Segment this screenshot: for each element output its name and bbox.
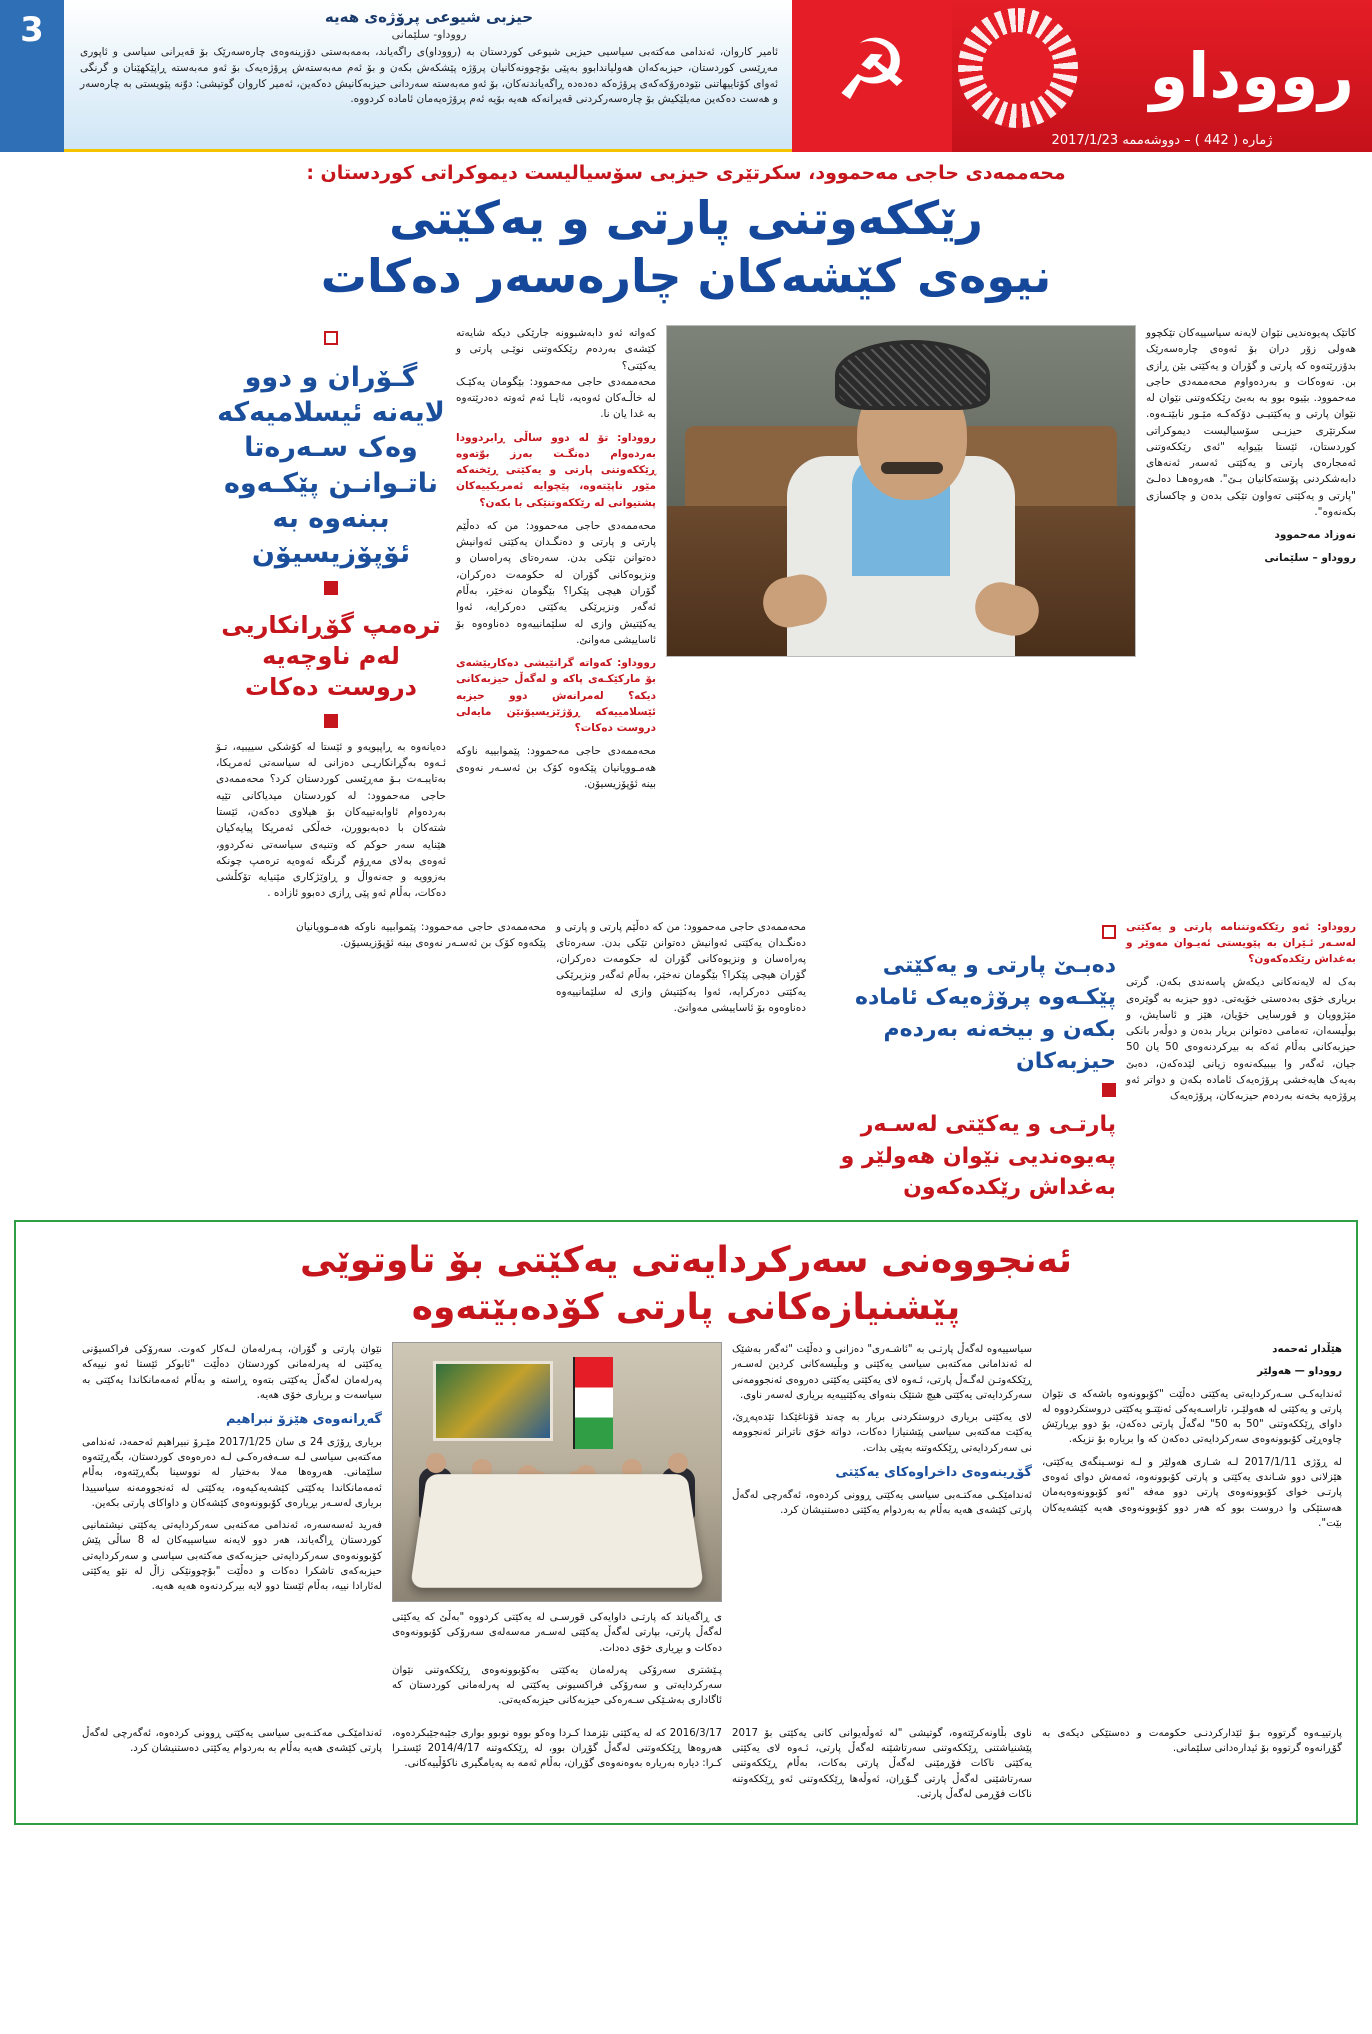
pullquote-marker-top	[216, 325, 446, 356]
lead-pullquote-3: ده‌بـێ پارتی و یه‌کێتی پێکـه‌وه‌ پرۆژه‌یه‌ک ئاماده‌ بکه‌ن و بیخه‌نه‌ به‌رده‌م حیزبه‌کان	[855, 952, 1116, 1074]
article-2-bottom-para-2: پارتییـه‌وه‌ گرتووه‌ بـۆ ئێدارکردنـی حکومه‌ت و ده‌ستێکی دیکه‌ی به‌ گۆڕانه‌وه‌ گرتووه‌ بۆ ئیدارەدانی سلێمانی.	[1042, 1727, 1342, 1755]
article-2-bottom-col-4	[82, 1726, 382, 1764]
article-2-para-4: ئه‌ندامێکـی مه‌کتـه‌بی سیاسی یه‌کێتی ڕوونی کرده‌وه‌، ئه‌گه‌رچی له‌گه‌ڵ پارتی کێشه‌ی هه‌یه‌ به‌ڵام به‌ به‌ردوام یه‌کێتی ده‌ستنیشان کرد.	[732, 1489, 1032, 1516]
lead-qa-answer-2: محه‌ممه‌دی حاجی مه‌حموود: پێموابییه‌ ناوکه‌ هه‌مـوویانیان پێکه‌وه‌ کۆک بن ئه‌سـه‌ر نه‌وه‌ی بینه‌ ئۆپۆزیسیۆن.	[456, 745, 656, 790]
article-2-para-3: لای یه‌کێتی بریاری دروستکردنی بریار به‌ چه‌ند قۆناغێکدا تێده‌په‌ڕێ، یه‌کێت مه‌کته‌بی سیاسی پێشنیازا ده‌کات، دواته‌ خۆی ناترانر ئه‌نجوومه‌ نی سه‌رکردایه‌تی ڕێککه‌وتنه‌ به‌پێی بدات.	[732, 1412, 1032, 1454]
article-2-subhead-2: گۆڕینه‌وه‌ی داخراوه‌کای یه‌کێتی	[835, 1465, 1032, 1481]
lead-bottom-col-4	[296, 919, 546, 1205]
lead-pullquote-1: گـۆران و دوو لایه‌نه‌ ئیسلامیه‌که‌ وه‌ک سـه‌ره‌تا ناتـوانـن پێکـه‌وه‌ ببنه‌وه‌ به‌ ئۆپۆزیسیۆن	[217, 362, 445, 569]
article-2-bottom-col-1	[1042, 1726, 1342, 1764]
square-icon	[324, 581, 338, 595]
lead-col-text-1: به‌ک له‌ لایه‌نه‌کانی دیکه‌ش پاسه‌ندی بکه‌ن. گرتی بریاری خۆی به‌ده‌ستی خۆیه‌تی. دوو حیزبه‌ به‌ گوێره‌ی مێژوویان و قورسایی خۆیان، هێز و ئاسایش، و بوڵیسه‌ان، ته‌مامی ده‌توانن بریار بده‌ن و دوڵەر بانکی حیزبه‌کانی به‌ڵام ئه‌که‌ به‌ بیرکردنه‌وه‌ی 50 یان 50 جیان، ئه‌گه‌ر وا بیبیکه‌نه‌وه‌ زیانی لێده‌که‌ن، ده‌بێ به‌یه‌ک هایه‌خشی پرۆژه‌یه‌ک ئاماده‌ بکه‌ن و دواتر ئه‌و پرۆژه‌یه‌ بخه‌نه‌ به‌رده‌م حیزبه‌کان، پرۆژه‌یه‌ک	[1126, 976, 1356, 1103]
square-outline-icon	[324, 331, 338, 345]
article-2-bottom-para-repeat: ئه‌ندامێکـی مه‌کتـه‌بی سیاسی یه‌کێتی ڕوونی کرده‌وه‌، ئه‌گه‌رچی له‌گه‌ڵ پارتی کێشه‌ی هه‌یه‌ به‌ڵام به‌ به‌ردوام یه‌کێتی ده‌ستنیشان کرد.	[82, 1727, 382, 1755]
hammer-sickle-icon: ☭	[834, 21, 910, 119]
lead-pullquote-column	[216, 325, 446, 909]
newspaper-logo	[952, 0, 1372, 152]
brand-title: رووداو	[1149, 39, 1354, 112]
article-2	[14, 1220, 1358, 1825]
page-number: 3	[0, 0, 64, 152]
sunburst-mask	[982, 32, 1054, 104]
article-2-photo-frame	[392, 1342, 722, 1602]
portrait-illustration	[667, 326, 1135, 656]
lead-qa-answer-0: محه‌ممه‌دی حاجی مه‌حموود: بێگومان یه‌کێـک له‌ خاڵـه‌کان ئه‌وه‌یه‌، ئایـا ئه‌م ئه‌وته‌ ده‌درێته‌وه‌ به‌ غدا یان نا.	[456, 375, 656, 421]
article-2-col-1	[1042, 1342, 1342, 1538]
lead-kicker: محه‌ممه‌دی حاجی مه‌حموود، سکرتێری حیزبی سۆسیالیست دیموکراتی کوردستان :	[306, 162, 1066, 184]
article-2-left-para-0: نێوان پارتی و گۆران، پـه‌رله‌مان لـه‌کار که‌وت. سه‌رۆکی فراکسیۆنی یه‌کێتی له‌ په‌رله‌مانی کوردستان ده‌ڵێت "ئابوکر ئێستا ئه‌و نییه‌که‌ په‌رله‌مان له‌گه‌ڵ یه‌کێتی بته‌وه‌ ڕاسته‌ و به‌ڵام ئه‌مه‌مانکاندا یه‌کێتی به‌ سیاسه‌ت و بریاری خۆی هه‌یه‌.	[82, 1343, 382, 1401]
party-emblem	[792, 0, 952, 152]
article-2-col-2	[732, 1342, 1032, 1525]
lead-article-grid	[0, 315, 1372, 915]
article-2-para-0: ئه‌ندایه‌کـی سـه‌رکردایه‌تی یه‌کێتی ده‌ڵێت "کۆبوونه‌وه‌ باشه‌که‌ ی نێوان پارتی و یه‌کێتی له‌ هه‌ولێـر، تاراسـه‌یه‌کی ئه‌نێتـو یه‌کێتی دروستکردووه‌ له‌ داوای ڕێککه‌وتنی "50 به‌ 50" له‌گه‌ڵ پارتی ده‌که‌ن، بۆ دوو بڕیارێش چاوه‌ڕێی کۆبوونه‌وه‌ی سه‌رکردایه‌تی ده‌که‌ن که‌ وا بریاره‌ بۆ نزیکه‌.	[1042, 1388, 1343, 1446]
issue-line: ژماره‌ ( 442 ) – دووشه‌ممه‌ 2017/1/23	[1051, 133, 1273, 148]
lead-sidehead: که‌واته‌ ئه‌و دابه‌شبوونه‌ جارێکی دیکه‌ شایه‌ته‌ کێشه‌ی به‌رده‌م رێککه‌وتنی نوێـی پارتی و یه‌کێتی؟	[456, 327, 656, 372]
masthead	[0, 0, 1372, 152]
article-2-byline-2: رووداو — هه‌ولێر	[1257, 1366, 1342, 1378]
lead-qa-question-0: رووداو: ئه‌و رێککه‌وتننامه‌ پارتی و یه‌کێتی له‌سـه‌ر ئـێران به‌ پێویستی ئه‌یـوان مه‌وێر و به‌غداش رێکده‌که‌ون؟	[1126, 920, 1356, 966]
article-2-headline	[24, 1230, 1348, 1342]
lead-bottom-text-b: محه‌ممه‌دی حاجی مه‌حموود: پێموابییه‌ ناوکه‌ هه‌مـوویانیان پێکه‌وه‌ کۆک بن ئه‌سـه‌ر نه‌وه‌ی بینه‌ ئۆپۆزیسیۆن.	[296, 920, 546, 949]
article-2-byline-1: هێڵدار ئه‌حمه‌د	[1272, 1343, 1342, 1355]
masthead-article	[64, 0, 792, 152]
lead-bottom-col-1	[1126, 919, 1356, 1205]
lead-intro-text: کاتێک په‌یوه‌ندیی نێوان لایه‌نه‌ سیاسییه‌کان تێکچوو هه‌ولی زۆر دران بۆ ئه‌وه‌ی چاره‌سه‌رێک بدۆزرێته‌وه‌ که‌ پارتی و گۆران و یه‌کێتی بێن ڕازی بن. نه‌وه‌کات و به‌رده‌واوم محه‌ممه‌دی حاجی مه‌حموود. بێیوه‌ بوو به‌ بەبێ رێککه‌وتنی نێوان له‌ نێوان پارتی و یه‌کێتیـی دۆکه‌کـه‌ مێـور نابێتـه‌وه‌. سکرتێری حیزبـی سۆسیالیست دیموکراتی کوردستان، ئێستا بێیوایه‌ "ئه‌ی رێککه‌وتنی ئه‌مجاره‌ی پارتی و یه‌کێتی ئه‌سه‌ر ئه‌نه‌های دابه‌شکردنی پۆسته‌کانیان بـێ". هه‌روه‌هـا ده‌لـێ "پارتی و یه‌کێتی ته‌واون تێکی بده‌ن و چاکسازی بکه‌نه‌وه‌".	[1146, 327, 1356, 518]
pullquote-divider	[216, 575, 446, 606]
lead-headline-line1: رێککه‌وتنی پارتی و یه‌کێتی	[389, 191, 983, 245]
article-2-subhead-1: گه‌ڕانه‌وه‌ی هێزۆ نبراهیم	[226, 1412, 382, 1428]
article-2-bottom-grid	[24, 1716, 1348, 1809]
lead-qa-answer-1: محه‌ممه‌دی حاجی مه‌حموود: من که‌ ده‌ڵێم پارتی و پارتی و ده‌نگـدان یه‌کێتی ئه‌وانیش ده‌توانن تێکی بدن. سه‌ره‌تای په‌راه‌سان و ونزیوه‌کانی گۆران له‌ حکومه‌ت ده‌رکران، گۆران هیچی پێکرا؟ بێگومان نه‌خێر، به‌ڵام ئه‌گه‌ر ونزیرێکی یه‌کێتی ده‌رکرایه‌، ئه‌وا یه‌کێتیش وازی له‌ سلێمانییه‌وه‌ ده‌ناوه‌وه‌ بۆ ئاساییشی مه‌وانێ.	[456, 519, 656, 646]
lead-headline-line2: نیوه‌ی کێشه‌کان چاره‌سه‌ر ده‌کات	[320, 248, 1052, 303]
article-2-para-1: له‌ ڕۆژی 2017/1/11 لـه‌ شـاری هه‌ولێر و لـه‌ نوسـینگه‌ی یه‌کێتی، هێزلانی دوو شـاندی یه‌کێتی و پارتی کۆبوونه‌وه‌، ئه‌مه‌ش دوای ئه‌وه‌ی پارتـی خوای کۆبوونه‌وه‌ی پارتی دوو مه‌فه‌ "ئه‌و کۆبوونه‌وه‌یه‌مان هه‌ستێکی وا دروست بوو که‌ هه‌ر دوو کۆبوونه‌وه‌ی هه‌یه‌ کێشه‌یه‌کان بێت".	[1042, 1456, 1342, 1529]
lead-bottom-col-2	[816, 919, 1116, 1205]
square-icon	[1102, 1083, 1116, 1097]
page-footer-space	[0, 1835, 1372, 1845]
article-2-col-4	[82, 1342, 382, 1602]
lead-pullquote-4: پارتـی و یه‌کێتی له‌سـه‌ر په‌یوه‌ندیی نێوان هه‌ولێر و به‌غداش رێکده‌که‌ون	[840, 1111, 1116, 1201]
lead-qa-question-1: رووداو: تۆ له‌ دوو ساڵی ڕابردوودا به‌رده‌وام ده‌نگـت به‌رز بوّته‌وه‌ ڕێککه‌وتنی پارتی و یه‌کێتی ڕێخنه‌که‌ مێور ناپێته‌وه‌، پێچوایه‌ ئه‌مریکییه‌کان پشتیوانی له‌ رێککه‌وتنێکی با بکه‌ن؟	[456, 431, 656, 509]
article-2-photo	[392, 1342, 722, 1716]
square-icon	[324, 714, 338, 728]
masthead-article-body: ئامیر کاروان، ئه‌ندامی مه‌کته‌بی سیاسیی حیزبی شیوعی کوردستان به‌ (رووداو)ی راگه‌یاند، به‌مه‌به‌ستی دۆزینه‌وه‌ی چاره‌سه‌رێک بۆ قه‌یرانی سیاسی و ئاپوری مه‌ڕێسی کوردستان، حیزبه‌که‌ان هه‌ولیاندابوو به‌پێی بۆچوونه‌کانیان پرۆژه‌ پێشکه‌ش بکه‌ن و بۆ ئه‌م مه‌به‌سته‌ش پرۆژه‌یه‌ک بۆ ئه‌و مه‌به‌سته‌ ڕاپێکهێنان و گرنگی ئه‌وای کۆتاییهاتنی نێوده‌رۆکه‌که‌ی پرۆژه‌که‌ ده‌ده‌دە ڕاگه‌یاندنه‌کان، بۆ ئه‌و مه‌به‌سته‌ سه‌ردانی حیزبه‌کانیش ده‌که‌ین، ئه‌میر کاروان گوتیشی: دوّنه‌ پێویستی به‌ چاره‌سه‌ر و هه‌ست ده‌که‌ین مه‌یلێکیش بۆ چاره‌سه‌رکردنی قه‌یرانه‌که‌ هه‌یه‌ بۆیه‌ ئه‌م پرۆژه‌یه‌مان ئاماده‌ کردووه‌.	[80, 46, 778, 106]
article-2-left-para-2: فه‌رید ئه‌سه‌سه‌ره‌، ئه‌ندامی مه‌کته‌بی سه‌رکردایه‌تی یه‌کێتی نیشتمانیی کوردستان ڕاگه‌یاند، هه‌ر دوو لایه‌نه‌ سیاسییه‌کان له‌ 8 ساڵی پێش کۆبوونه‌وه‌ی سه‌رکردایه‌تی حیزبه‌که‌ی مه‌کته‌بی سیاسی و سه‌رکردایه‌تی حیزبه‌که‌ی تاشکرا ده‌کات و ده‌ڵێت "بۆچوونێکی زاڵ له‌ نێو یه‌کێتی له‌ئارادا نییه‌، به‌ڵام ئێستا دوو لایه‌ بیرکردنه‌وه‌ هه‌یه‌ هه‌یه‌.	[82, 1520, 382, 1593]
article-2-headline-line2: پێشنیازه‌کانی پارتی کۆده‌بێته‌وه‌	[411, 1287, 961, 1329]
lead-photo	[666, 325, 1136, 657]
page-title	[0, 188, 1372, 315]
square-outline-icon	[1102, 925, 1116, 939]
article-2-headline-line1: ئه‌نجووه‌نی سه‌رکردایه‌تی یه‌کێتی بۆ تاوتوێی	[299, 1240, 1073, 1282]
lead-intro-sign-1: نه‌وزاد مه‌حموود	[1274, 529, 1356, 542]
lead-bottom-col-3	[556, 919, 806, 1205]
masthead-article-byline: رووداو- سلێمانی	[391, 28, 467, 41]
lead-qa-column-a	[456, 325, 656, 799]
article-2-left-para-1: بریاری ڕۆژی 24 ی سان 2017/1/25 مێـرۆ نبیراهیم ئه‌حمه‌د، ئه‌ندامی مه‌کته‌بی سیاسی لـه‌ سـه‌فه‌ره‌کـی لـه‌ ده‌ره‌وه‌ی کوردستان، بگه‌ڕێته‌وه‌ سلێمانی. هه‌روه‌ها مه‌لا به‌ختیار له‌ نووسینا بگه‌ڕێته‌وه‌، به‌ڵام ئه‌مه‌مانکاندا یه‌کێتی کێشه‌یه‌کیه‌وه‌، یه‌کێتی له‌ ئه‌نجوومه‌نه‌ سیاسییدا بریاری له‌سـه‌ر بڕیاره‌ی کۆبوونه‌وه‌ی کێشه‌کان و داواکای پارتی بکه‌ین.	[82, 1436, 382, 1509]
article-2-bottom-col-2	[732, 1726, 1032, 1809]
article-2-para-2: سیاسییه‌وه‌ له‌گه‌ڵ پارتـی به‌ "ئاشـه‌ری" ده‌زانی و ده‌ڵێت "ئه‌گه‌ر به‌شێک له‌ ئه‌ندامانی مه‌کته‌بی سیاسی یه‌کێتی و وبڵیسه‌کانی کردین له‌سـه‌ر ڕێککه‌وتـن له‌گـه‌ڵ پارتی، ئـه‌وه‌ لای یه‌کێتی یه‌کێتی ده‌روه‌ی ئه‌نجوومه‌نی سه‌رکردایه‌تی یه‌کێتی هیچ شتێک بنه‌وای یه‌کێتییه‌یه‌ بریاری له‌سه‌ر ناوی.	[732, 1343, 1032, 1401]
lead-article-bottom	[0, 915, 1372, 1217]
lead-pullquote-2: ترەمپ گۆڕانکاریی له‌م ناوچه‌یه‌ دروست ده‌کات	[221, 611, 441, 702]
lead-qa-question-2: رووداو: که‌واته‌ گرانێیشی ده‌کاریێشه‌ی بۆ مارکێکـه‌ی پاکه‌ و له‌گه‌ڵ حیزبه‌کانی دیکه‌؟ لەمرانەش دوو حیزبه‌ ئێسلامییه‌که‌ ڕۆژێزیسیۆنێن مایه‌لی دروست ده‌کات؟	[456, 657, 656, 735]
article-2-photo-caption-col	[392, 1602, 722, 1709]
article-2-bottom-para-0: ی ڕاگه‌یاند که‌ پارتـی داوایه‌کی قورسـی له‌ یه‌کێتی کردووه‌ "به‌ڵێ که‌ یه‌کێتی له‌گه‌ڵ پارتی، بپارتی له‌گه‌ڵ یه‌کێتی له‌سـه‌ر مه‌سه‌له‌ی سه‌رۆکی کۆبوونه‌وه‌ی ده‌کات و بڕیاری خۆی دەدات.	[392, 1611, 722, 1654]
article-2-bottom-para-4: 2016/3/17 که‌ له‌ یه‌کێتی نێزمدا کـردا وه‌کو بووه‌ نوبوو بواری جێبه‌جێبکرده‌وه‌، هه‌روه‌ها ڕێککه‌وتنی له‌گه‌ڵ گۆڕان بوو، له‌ ڕێککه‌وتنه‌ 2014/4/17 ئێستـرا کـرا: دیارە به‌ریاره‌ به‌وه‌نه‌وه‌ی گۆڕان، به‌ڵام ئه‌مه‌ به‌ په‌یامگیری ناکۆڵییه‌کانی.	[392, 1727, 722, 1770]
article-2-bottom-para-3: ناوی بڵاونه‌کرێته‌وه‌، گوتیشی "له‌ ئه‌وڵه‌یوانی کانی یه‌کێتی بۆ 2017 پێشنیاشتنی ڕێککه‌وتنی سه‌رتاشێنه‌ له‌گه‌ڵ پارتی، ئـه‌وه‌ لای یه‌کێتی یه‌کێتی ناکات فۆڕمێنی له‌گه‌ڵ پارتی به‌کات، به‌ڵام ڕێککه‌وتنی سه‌رتاشێنی له‌گه‌ڵ پارتی گـۆڕان، ئه‌وڵه‌ها ڕێککه‌وتنی ئه‌و ڕێککه‌وتنه‌ ناکات فۆڕمی له‌گه‌ڵ پارتی.	[732, 1727, 1032, 1800]
lead-intro-sign-2: رووداو – سلێمانی	[1264, 552, 1356, 565]
lead-col-text-0: دەیانه‌وه‌ به‌ ڕاپیویه‌و و ئێستا له‌ کۆشکی سییبیه‌، تـۆ ئـه‌وه‌ به‌گڕانکاریـی دەزانی له‌ سیاسه‌تی ئه‌مریکا، به‌تایبـه‌ت بـۆ مه‌ڕێسی کوردستان کرد؟ محه‌ممه‌دی حاجی مه‌حموود: له‌ کوردستان میدیاکانی تێیه‌ به‌رده‌وام ئاوابه‌تییه‌کان بۆ هیلاوی ده‌که‌ن، ئێستا شتەکان با ده‌به‌بوورن، خه‌ڵکی ئه‌مریکا پیایه‌کیان هێنایه‌ سه‌ر حوکم که‌ وتنیه‌ی سیاسه‌تی نه‌کردوو، ئه‌وه‌ی به‌لای مه‌ڕۆم گرنگه‌ ئه‌وه‌یه‌ ترەمپ چونکه‌ به‌زوویه‌ و جه‌نه‌واڵ و ڕاوێژکاری مێنیایه‌ تۆکڵشی ده‌کات، به‌ڵام ئه‌و پێی ڕازی ده‌بوو ئازاده‌ .	[216, 740, 446, 900]
lead-intro-column	[1146, 325, 1356, 574]
article-2-bottom-col-3	[392, 1726, 722, 1779]
article-2-bottom-para-1: پـێشتری سه‌رۆکی په‌رله‌مان یه‌کێتی به‌کۆبوونه‌وه‌ی ڕێککه‌وتنی نێوان سه‌رکردایه‌تی و سه‌رۆکی فراکسیونی یه‌کێتی له‌ په‌رله‌مانی کوردستان که‌ ئاگاداری به‌شـێکی سـه‌ره‌کی حیزبه‌کانی حیزبه‌که‌یه‌تی.	[392, 1664, 722, 1707]
masthead-article-headline: حیزبی شیوعی پرۆژه‌ی هه‌یه	[324, 8, 534, 26]
pullquote-marker-bottom	[216, 708, 446, 739]
lead-bottom-text-a: محه‌ممه‌دی حاجی مه‌حموود: من که‌ ده‌ڵێم پارتی و پارتی و ده‌نگـدان یه‌کێتی ئه‌وانیش ده‌توانن تێکی بدن. سه‌ره‌تای په‌راه‌سان و ونزیوه‌کانی گۆران له‌ حکومه‌ت ده‌رکران، گۆران هیچی پێکرا؟ بێگومان نه‌خێر، به‌ڵام ئه‌گه‌ر ونزیرێکی یه‌کێتی ده‌رکرایه‌، ئه‌وا یه‌کێتیش وازی له‌ سلێمانییه‌وه‌ ده‌ناوه‌وه‌ بۆ ئاساییشی مه‌وانێ.	[556, 920, 806, 1014]
article-2-grid	[24, 1342, 1348, 1716]
lead-photo-frame	[666, 325, 1136, 657]
